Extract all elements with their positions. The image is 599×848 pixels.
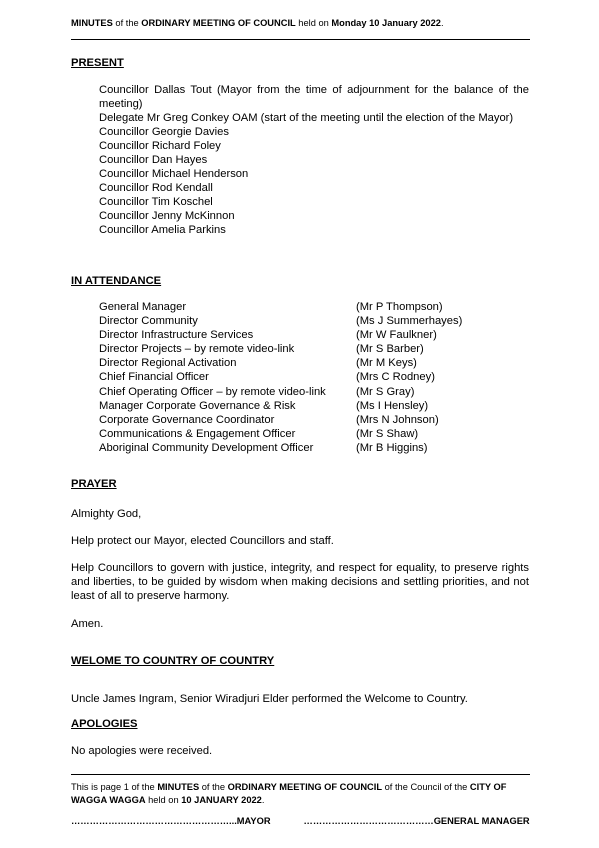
attendance-role: Manager Corporate Governance & Risk (99, 399, 296, 412)
attendance-role: Chief Financial Officer (99, 371, 209, 384)
present-heading: PRESENT (71, 57, 124, 69)
attendance-role: General Manager (99, 301, 187, 313)
attendance-name: (Ms I Hensley) (356, 399, 429, 412)
attendance-name: (Mr S Shaw) (356, 427, 419, 440)
footer-text: held on (145, 795, 182, 805)
present-item: Councillor Jenny McKinnon (99, 210, 235, 222)
footer-minutes: MINUTES (157, 782, 200, 792)
attendance-row (99, 399, 530, 413)
prayer-paragraph: Amen. (71, 618, 104, 630)
present-item: Councillor Richard Foley (99, 140, 221, 152)
attendance-row (99, 441, 530, 455)
footer-date: 10 JANUARY 2022 (181, 795, 262, 805)
header-text-3: . (440, 18, 444, 28)
page-header (71, 18, 444, 28)
attendance-role: Director Community (99, 315, 198, 328)
footer-text: of the Council of the (382, 782, 470, 792)
welcome-heading: WELOME TO COUNTRY OF COUNTRY (71, 655, 275, 667)
attendance-name: (Ms J Summerhayes) (356, 315, 463, 328)
signature-line (71, 816, 530, 826)
attendance-role: Director Infrastructure Services (99, 329, 254, 342)
attendance-role: Communications & Engagement Officer (99, 427, 296, 440)
prayer-heading: PRAYER (71, 478, 117, 490)
prayer-paragraph: Help protect our Mayor, elected Councillors and staff. (71, 535, 334, 547)
attendance-name: (Mr M Keys) (356, 357, 417, 370)
attendance-row (99, 314, 530, 328)
header-text-1: of the (112, 18, 142, 28)
footer-text: This is page 1 of the (71, 782, 158, 792)
attendance-row (99, 370, 530, 384)
attendance-row (99, 356, 530, 370)
apologies-heading: APOLOGIES (71, 718, 138, 730)
attendance-role: Chief Operating Officer – by remote video-link (99, 385, 326, 398)
header-date: Monday 10 January 2022 (331, 18, 441, 28)
footer-rule (71, 774, 530, 775)
page-footer (71, 781, 530, 807)
attendance-row (99, 342, 530, 356)
welcome-text: Uncle James Ingram, Senior Wiradjuri Elder performed the Welcome to Country. (71, 693, 468, 705)
mayor-signature: ……………………………………………...MAYOR (71, 816, 271, 826)
attendance-name: (Mrs C Rodney) (356, 371, 435, 384)
footer-text: . (261, 795, 265, 805)
attendance-name: (Mr S Gray) (356, 385, 415, 398)
present-item: Councillor Amelia Parkins (99, 224, 226, 236)
attendance-role: Aboriginal Community Development Officer (99, 441, 314, 454)
present-list (99, 83, 529, 237)
attendance-name: (Mr S Barber) (356, 343, 424, 356)
gm-signature: ……………………………………GENERAL MANAGER (303, 816, 530, 826)
prayer-paragraph: Almighty God, (71, 508, 142, 520)
attendance-name: (Mr W Faulkner) (356, 329, 437, 342)
header-rule (71, 39, 530, 40)
present-item: Councillor Dan Hayes (99, 154, 208, 166)
footer-text: of the (199, 782, 228, 792)
attendance-role: Director Regional Activation (99, 357, 237, 370)
present-item: Councillor Rod Kendall (99, 182, 213, 194)
header-minutes: MINUTES (71, 18, 113, 28)
attendance-name: (Mr P Thompson) (356, 301, 443, 313)
attendance-heading: IN ATTENDANCE (71, 275, 162, 287)
header-meeting: ORDINARY MEETING OF COUNCIL (141, 18, 296, 28)
attendance-row (99, 328, 530, 342)
present-item: Councillor Georgie Davies (99, 126, 229, 138)
apologies-text: No apologies were received. (71, 745, 213, 757)
attendance-table (99, 300, 530, 455)
attendance-name: (Mr B Higgins) (356, 441, 428, 454)
attendance-row (99, 300, 530, 314)
attendance-row (99, 427, 530, 441)
attendance-name: (Mrs N Johnson) (356, 413, 439, 426)
attendance-role: Director Projects – by remote video-link (99, 343, 295, 356)
attendance-row (99, 385, 530, 399)
footer-council: CITY OF WAGGA WAGGA (71, 782, 507, 805)
header-text-2: held on (295, 18, 332, 28)
present-item: Councillor Michael Henderson (99, 168, 249, 180)
attendance-row (99, 413, 530, 427)
present-item: Councillor Tim Koschel (99, 196, 213, 208)
present-item: Councillor Dallas Tout (Mayor from the time of adjournment for the balance of the meeting) (99, 84, 529, 110)
present-item: Delegate Mr Greg Conkey OAM (start of the meeting until the election of the Mayor) (99, 112, 514, 124)
footer-meeting: ORDINARY MEETING OF COUNCIL (227, 782, 383, 792)
prayer-paragraph: Help Councillors to govern with justice, integrity, and respect for equality, to preserve rights and liberties, to be guided by wisdom when making decisions and settling priorities, and not least of all to preserve harmony. (71, 562, 529, 603)
attendance-role: Corporate Governance Coordinator (99, 413, 275, 426)
